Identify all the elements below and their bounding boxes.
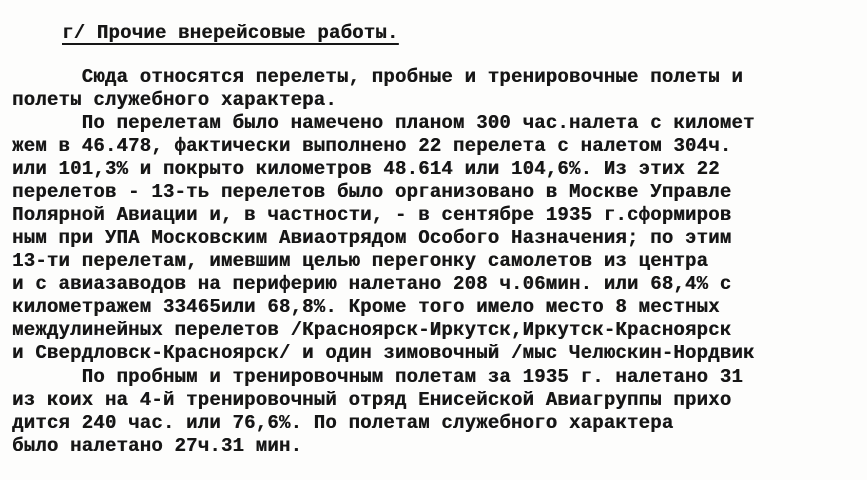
text-line: из коих на 4-й тренировочный отряд Енисейской Авиагруппы прихо (12, 389, 732, 411)
text-line: полеты служебного характера. (12, 89, 337, 111)
text-line: было налетано 27ч.31 мин. (12, 435, 303, 457)
text-line: жем в 46.478, фактически выполнено 22 перелета с налетом 304ч. (12, 135, 732, 157)
text-line: и с авиазаводов на периферию налетано 208 ч.06мин. или 68,4% с (12, 273, 732, 295)
text-line: дится 240 час. или 76,6%. По полетам служебного характера (12, 412, 674, 434)
text-line: перелетов - 13-ть перелетов было организовано в Москве Управле (12, 181, 732, 203)
text-line: ным при УПА Московским Авиаотрядом Особого Назначения; по этим (12, 227, 732, 249)
text-line: 13-ти перелетам, имевшим целью перегонку самолетов из центра (12, 250, 709, 272)
text-line: междулинейных перелетов /Красноярск-Иркутск,Иркутск-Красноярск (12, 319, 732, 341)
section-heading: г/ Прочие внерейсовые работы. (62, 22, 399, 44)
text-line: или 101,3% и покрыто километров 48.614 или 104,6%. Из этих 22 (12, 158, 720, 180)
text-line: Полярной Авиации и, в частности, - в сентябре 1935 г.сформиров (12, 204, 732, 226)
text-line: километражем 33465или 68,8%. Кроме того имело место 8 местных (12, 296, 720, 318)
text-line: По пробным и тренировочным полетам за 1935 г. налетано 31 (12, 366, 743, 388)
text-line: Сюда относятся перелеты, пробные и тренировочные полеты и (12, 66, 743, 88)
text-line: и Свердловск-Красноярск/ и один зимовочный /мыс Челюскин-Нордвик (12, 342, 755, 364)
text-line: По перелетам было намечено планом 300 час.налета с километ (12, 112, 755, 134)
